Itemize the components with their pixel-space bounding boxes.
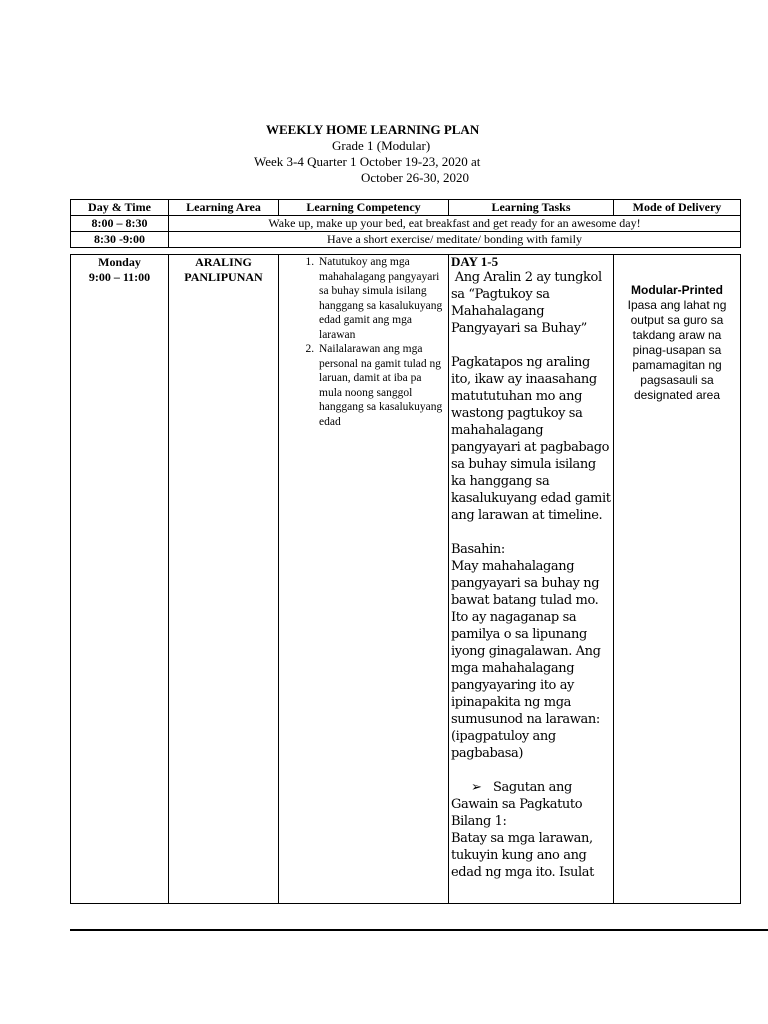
reading-label: Basahin:	[451, 542, 505, 557]
day-time-cell	[71, 255, 169, 904]
tasks-text	[451, 269, 611, 881]
document-title: WEEKLY HOME LEARNING PLAN	[266, 122, 480, 137]
week-line: Week 3-4 Quarter 1 October 19-23, 2020 at	[254, 154, 481, 169]
column-header-learning-tasks: Learning Tasks	[449, 200, 614, 216]
day-label: Monday	[98, 255, 141, 269]
reading-passage: May mahahalagang pangyayari sa buhay ng bawat batang tulad mo. Ito ay nagaganap sa pamilya o sa lipunang iyong ginagalawan. Ang mga mahahalagang pangyayaring ito ay ipinapakita ng mga sumusunod na larawan: (ipagpatuloy ang pagbabasa)	[451, 559, 601, 761]
grade-line: Grade 1 (Modular)	[332, 138, 431, 153]
routine-time: 8:00 – 8:30	[71, 216, 169, 232]
table-spacer	[71, 248, 741, 255]
routine-time: 8:30 -9:00	[71, 232, 169, 248]
routine-activity: Have a short exercise/ meditate/ bonding with family	[169, 232, 741, 248]
competency-list	[281, 255, 446, 429]
activity-instruction: Batay sa mga larawan, tukuyin kung ano ang edad ng mga ito. Isulat	[451, 831, 594, 880]
routine-activity: Wake up, make up your bed, eat breakfast and get ready for an awesome day!	[169, 216, 741, 232]
learning-plan-table	[70, 199, 741, 904]
competency-item: 1. Natutukoy ang mga mahahalagang pangyayari sa buhay simula isilang hanggang sa kasalukuyang edad gamit ang mga larawan	[317, 255, 446, 342]
activity-item	[451, 779, 611, 830]
mode-title: Modular-Printed	[631, 283, 723, 297]
routine-row	[71, 216, 741, 232]
lesson-objective: Pagkatapos ng araling ito, ikaw ay inaasahang matututuhan mo ang wastong pagtukoy sa mahahalagang pangyayari at pagbabago sa buhay simula isilang ka hanggang sa kasalukuyang edad gamit ang larawan at timeline.	[451, 355, 611, 523]
mode-of-delivery-cell	[614, 255, 741, 904]
week-line-continued: October 26-30, 2020	[361, 170, 469, 185]
routine-row	[71, 232, 741, 248]
column-header-learning-area: Learning Area	[169, 200, 279, 216]
column-header-learning-competency: Learning Competency	[279, 200, 449, 216]
table-header-row	[71, 200, 741, 216]
competency-item: 2. Nailalarawan ang mga personal na gamit tulad ng laruan, damit at iba pa mula noong sanggol hanggang sa kasalukuyang edad	[317, 342, 446, 429]
learning-area-label: ARALING PANLIPUNAN	[184, 255, 263, 284]
arrow-bullet-icon: ➢	[471, 780, 482, 795]
page-bottom-rule	[70, 929, 768, 931]
mode-description: Ipasa ang lahat ng output sa guro sa takdang araw na pinag-usapan sa pamamagitan ng pagsasauli sa designated area	[627, 298, 727, 402]
day-range-heading: DAY 1-5	[451, 254, 499, 269]
column-header-mode-of-delivery: Mode of Delivery	[614, 200, 741, 216]
lesson-intro: Ang Aralin 2 ay tungkol sa “Pagtukoy sa Mahahalagang Pangyayari sa Buhay”	[451, 270, 606, 336]
competency-cell	[279, 255, 449, 904]
learning-area-cell	[169, 255, 279, 904]
lesson-row	[71, 255, 741, 904]
learning-tasks-cell	[449, 255, 614, 904]
column-header-day-time: Day & Time	[71, 200, 169, 216]
activity-text: Sagutan ang Gawain sa Pagkatuto Bilang 1:	[451, 780, 583, 829]
time-label: 9:00 – 11:00	[88, 270, 151, 284]
